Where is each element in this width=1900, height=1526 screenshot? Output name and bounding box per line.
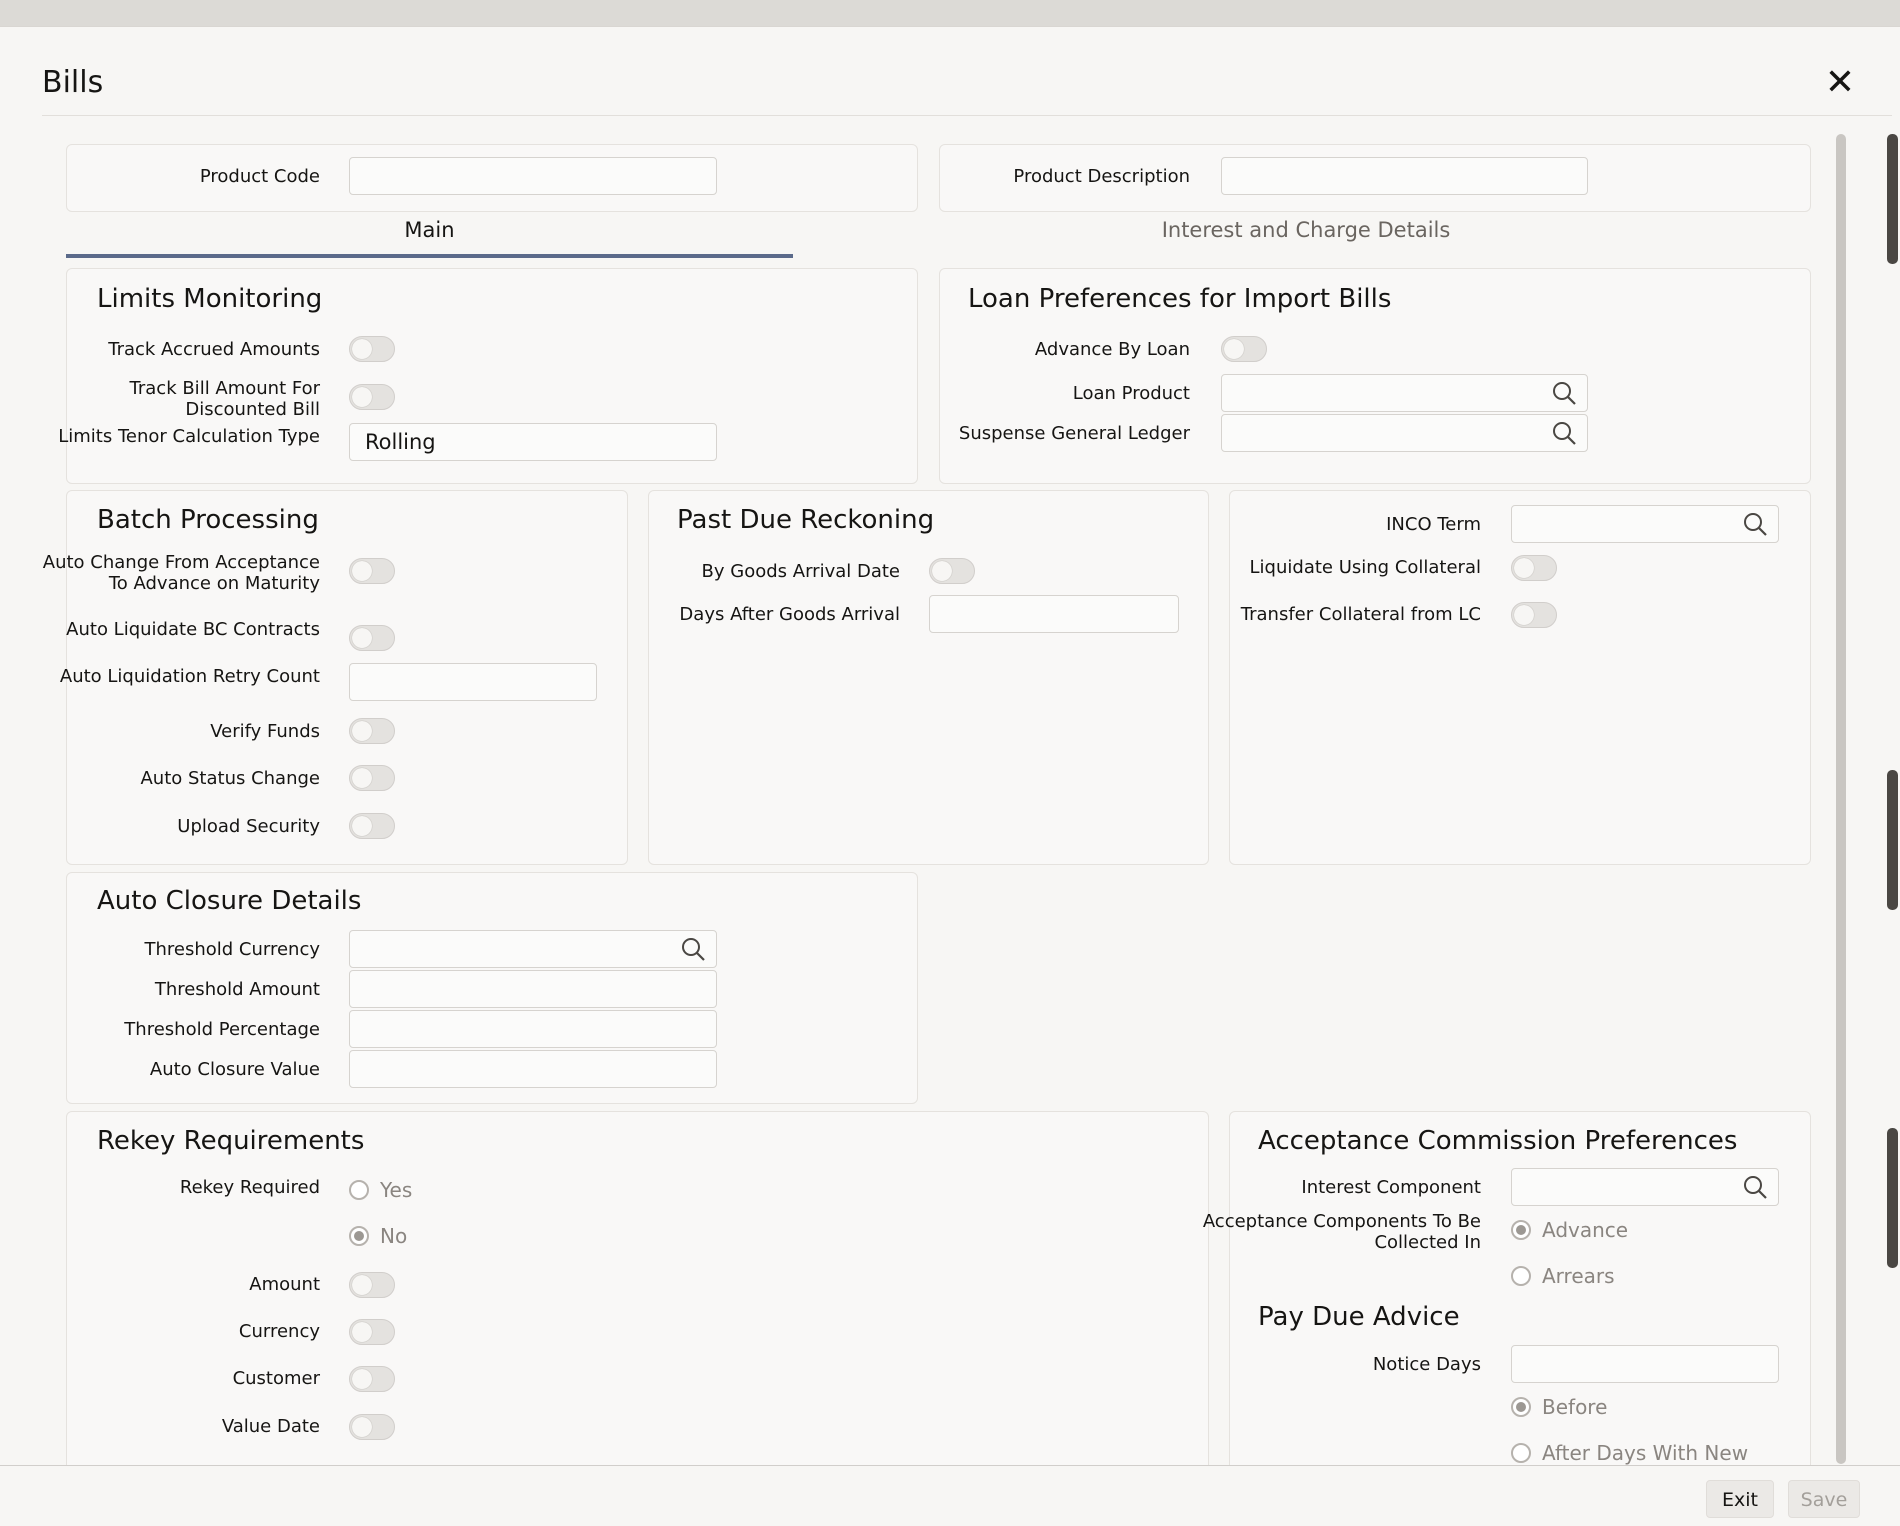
close-icon[interactable]: ✕ [1824,62,1856,103]
rekey-value-date-toggle[interactable] [349,1414,395,1440]
interest-component-input[interactable] [1511,1168,1779,1206]
verify-funds-toggle[interactable] [349,718,395,744]
limits-tenor-calc-field[interactable]: Rolling [349,423,717,461]
track-accrued-toggle[interactable] [349,336,395,362]
loan-product-input[interactable] [1221,374,1588,412]
rekey-no-label: No [380,1224,408,1248]
rekey-customer-label: Customer [232,1368,320,1389]
track-bill-amount-toggle[interactable] [349,384,395,410]
tab-main[interactable]: Main [404,218,455,242]
search-icon[interactable] [1742,1174,1768,1200]
threshold-percentage-label: Threshold Percentage [124,1019,320,1040]
limits-monitoring-title: Limits Monitoring [97,284,323,314]
track-accrued-label: Track Accrued Amounts [108,339,320,360]
loan-product-label: Loan Product [1072,383,1190,404]
rekey-required-label: Rekey Required [179,1177,320,1198]
transfer-collateral-toggle[interactable] [1511,602,1557,628]
track-bill-amount-label: Track Bill Amount For Discounted Bill [129,378,320,420]
auto-closure-value-input[interactable] [349,1050,717,1088]
rekey-amount-toggle[interactable] [349,1272,395,1298]
search-icon[interactable] [680,936,706,962]
limits-tenor-calc-label: Limits Tenor Calculation Type [58,426,320,447]
rekey-value-date-label: Value Date [221,1416,320,1437]
acceptance-commission-panel [1229,1111,1811,1471]
vertical-scrollbar[interactable] [1836,134,1846,1464]
advance-by-loan-label: Advance By Loan [1034,339,1190,360]
inco-term-input[interactable] [1511,505,1779,543]
pay-due-after-label: After Days With New [1542,1441,1749,1465]
upload-security-label: Upload Security [177,816,320,837]
pay-due-before-label: Before [1542,1395,1608,1419]
notice-days-label: Notice Days [1372,1354,1481,1375]
threshold-amount-input[interactable] [349,970,717,1008]
liquidate-collateral-label: Liquidate Using Collateral [1249,557,1481,578]
background-strip [0,0,1900,26]
rekey-currency-toggle[interactable] [349,1319,395,1345]
exit-button[interactable]: Exit [1706,1480,1774,1518]
auto-change-label: Auto Change From Acceptance To Advance on Maturity [42,552,320,594]
auto-liquidate-label: Auto Liquidate BC Contracts [66,619,320,640]
auto-status-label: Auto Status Change [140,768,320,789]
suspense-gl-label: Suspense General Ledger [958,423,1190,444]
product-code-label: Product Code [199,166,320,187]
acceptance-arrears-label: Arrears [1542,1264,1615,1288]
past-due-panel [648,490,1209,865]
threshold-currency-label: Threshold Currency [144,939,320,960]
retry-count-label: Auto Liquidation Retry Count [59,666,320,687]
product-description-label: Product Description [1013,166,1190,187]
notice-days-input[interactable] [1511,1345,1779,1383]
outer-scroll-marker[interactable] [1887,770,1898,910]
title-divider [42,115,1892,116]
rekey-yes-label: Yes [380,1178,413,1202]
liquidate-collateral-toggle[interactable] [1511,555,1557,581]
by-goods-arrival-label: By Goods Arrival Date [701,561,900,582]
acceptance-advance-label: Advance [1542,1218,1629,1242]
past-due-title: Past Due Reckoning [677,505,935,535]
rekey-customer-toggle[interactable] [349,1366,395,1392]
rekey-yes-radio[interactable] [349,1180,369,1200]
search-icon[interactable] [1551,380,1577,406]
auto-closure-value-label: Auto Closure Value [149,1059,320,1080]
auto-change-toggle[interactable] [349,558,395,584]
auto-closure-title: Auto Closure Details [97,886,362,916]
transfer-collateral-label: Transfer Collateral from LC [1240,604,1481,625]
by-goods-arrival-toggle[interactable] [929,558,975,584]
retry-count-input[interactable] [349,663,597,701]
days-after-input[interactable] [929,595,1179,633]
outer-scroll-marker-lower[interactable] [1887,1128,1898,1268]
inco-panel [1229,490,1811,865]
auto-liquidate-toggle[interactable] [349,625,395,651]
dialog-title: Bills [42,65,104,100]
pay-due-advice-title: Pay Due Advice [1258,1302,1460,1332]
outer-scroll-thumb[interactable] [1887,134,1898,264]
rekey-amount-label: Amount [249,1274,320,1295]
upload-security-toggle[interactable] [349,813,395,839]
inco-term-label: INCO Term [1386,514,1481,535]
advance-by-loan-toggle[interactable] [1221,336,1267,362]
search-icon[interactable] [1742,511,1768,537]
pay-due-before-radio[interactable] [1511,1397,1531,1417]
pay-due-after-radio[interactable] [1511,1443,1531,1463]
tab-interest-and-charge-details[interactable]: Interest and Charge Details [1161,218,1451,242]
threshold-percentage-input[interactable] [349,1010,717,1048]
threshold-amount-label: Threshold Amount [154,979,320,1000]
product-code-input[interactable] [349,157,717,195]
auto-status-toggle[interactable] [349,765,395,791]
dialog-footer [0,1465,1900,1526]
verify-funds-label: Verify Funds [210,721,320,742]
acceptance-arrears-radio[interactable] [1511,1266,1531,1286]
interest-component-label: Interest Component [1301,1177,1481,1198]
days-after-label: Days After Goods Arrival [679,604,900,625]
rekey-currency-label: Currency [238,1321,320,1342]
suspense-gl-input[interactable] [1221,414,1588,452]
product-description-input[interactable] [1221,157,1588,195]
rekey-no-radio[interactable] [349,1226,369,1246]
acceptance-components-label: Acceptance Components To Be Collected In [1202,1211,1481,1253]
save-button[interactable]: Save [1788,1480,1860,1518]
threshold-currency-input[interactable] [349,930,717,968]
search-icon[interactable] [1551,420,1577,446]
batch-processing-title: Batch Processing [97,505,319,535]
rekey-title: Rekey Requirements [97,1126,365,1156]
acceptance-commission-title: Acceptance Commission Preferences [1258,1126,1738,1156]
active-tab-indicator [66,254,793,258]
loan-preferences-title: Loan Preferences for Import Bills [968,284,1392,314]
acceptance-advance-radio[interactable] [1511,1220,1531,1240]
